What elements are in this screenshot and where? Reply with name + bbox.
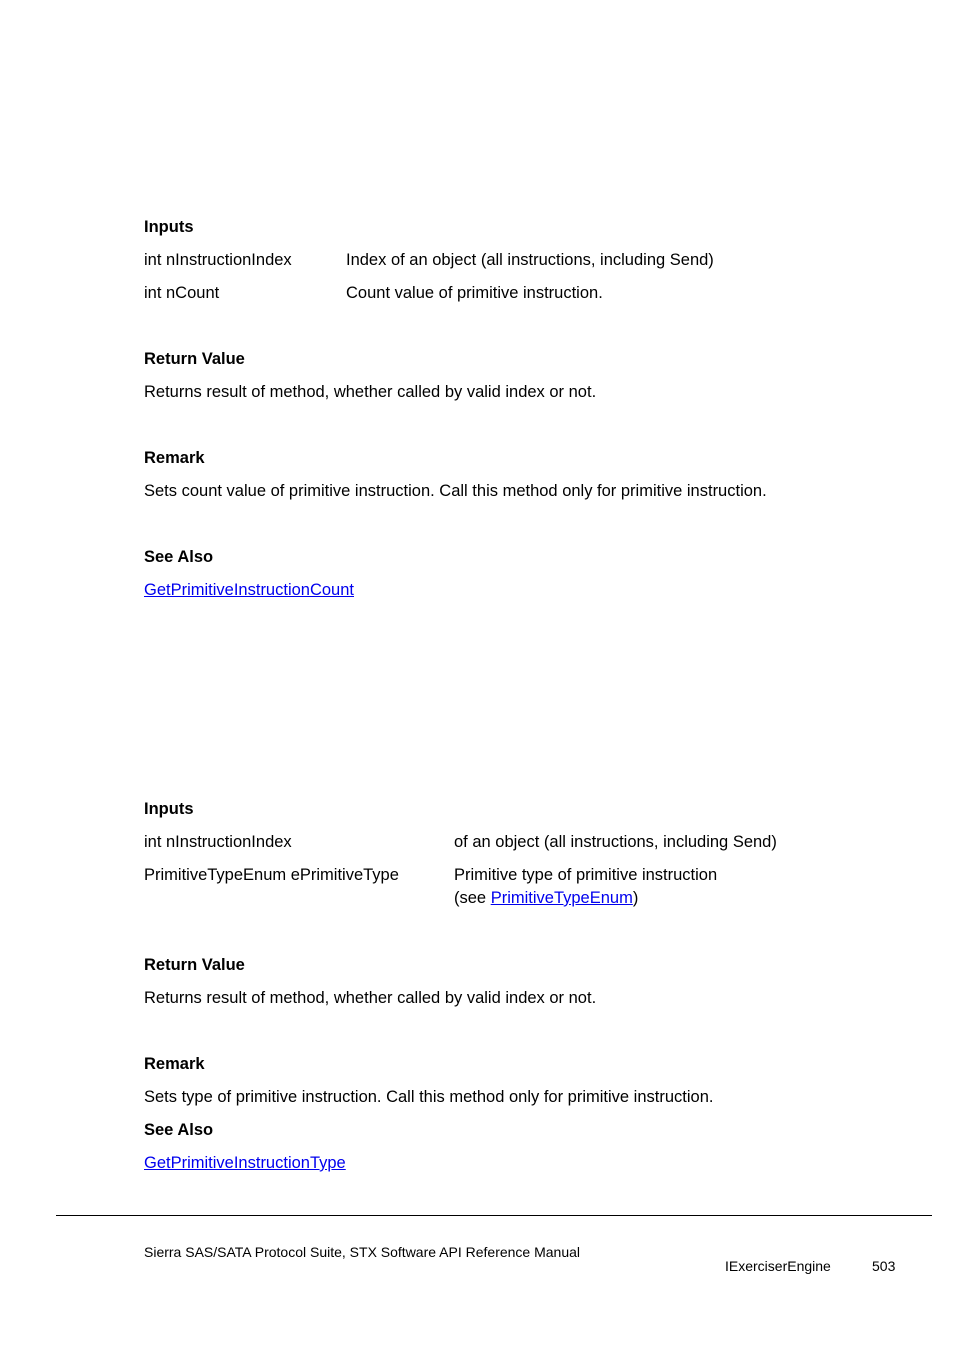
see-suffix: ) [632,889,639,907]
param-description: of an object (all instructions, including Send) [454,833,777,851]
see-also-link[interactable]: GetPrimitiveInstructionType [144,1154,346,1172]
return-value-text: Returns result of method, whether called by valid index or not. [144,383,597,401]
inputs-heading: Inputs [144,800,194,818]
primitive-type-enum-link[interactable]: PrimitiveTypeEnum [490,889,633,907]
param-description: Index of an object (all instructions, including Send) [346,251,714,269]
remark-text: Sets count value of primitive instruction. Call this method only for primitive instruction. [144,482,767,500]
param-name: int nInstructionIndex [144,833,292,851]
see-prefix: (see [454,889,491,907]
remark-heading: Remark [144,1055,205,1073]
param-name: int nInstructionIndex [144,251,292,269]
param-name: int nCount [144,284,220,302]
see-also-heading: See Also [144,548,214,566]
param-description-see-line [454,887,638,909]
remark-heading: Remark [144,449,205,467]
param-description: Count value of primitive instruction. [346,284,603,302]
footer-section-name: IExerciserEngine [725,1258,831,1274]
inputs-heading: Inputs [144,218,194,236]
param-description: Primitive type of primitive instruction [454,866,718,884]
param-name: PrimitiveTypeEnum ePrimitiveType [144,866,399,884]
see-also-heading: See Also [144,1121,214,1139]
page-number: 503 [872,1258,896,1274]
return-value-heading: Return Value [144,350,245,368]
see-also-link[interactable]: GetPrimitiveInstructionCount [144,581,354,599]
footer-divider [56,1215,932,1216]
return-value-heading: Return Value [144,956,245,974]
return-value-text: Returns result of method, whether called by valid index or not. [144,989,597,1007]
footer-manual-title: Sierra SAS/SATA Protocol Suite, STX Software API Reference Manual [144,1244,581,1260]
remark-text: Sets type of primitive instruction. Call this method only for primitive instruction. [144,1088,714,1106]
